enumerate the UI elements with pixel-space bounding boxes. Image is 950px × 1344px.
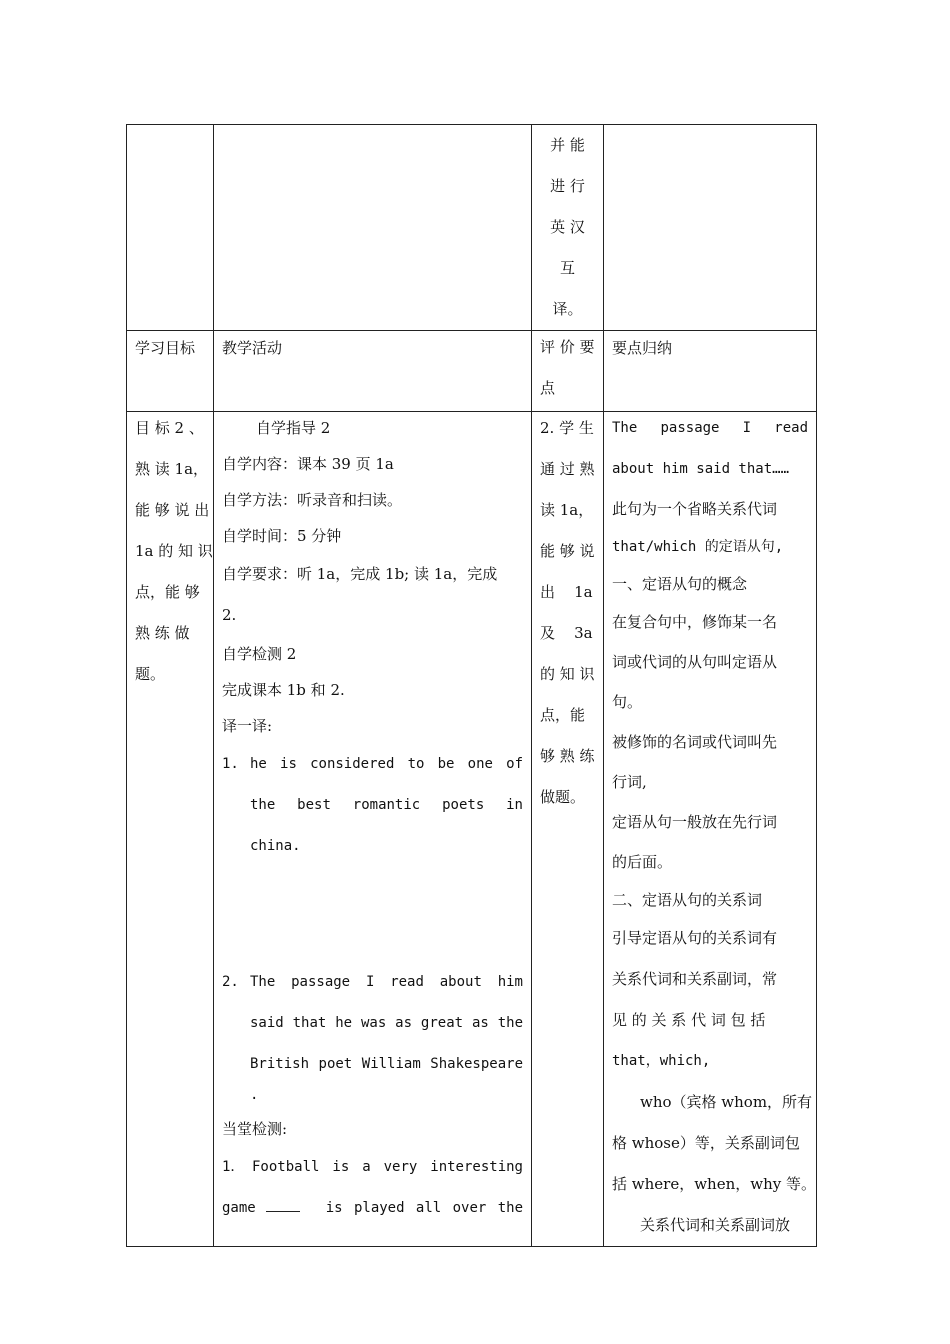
summary-p5-line-1: 引导定语从句的关系词有 [612, 929, 778, 947]
class-check-question-1 [222, 1147, 523, 1229]
header-evaluation [532, 331, 604, 412]
item-1-line-1: he is considered to be one of [250, 756, 523, 772]
cell-goal [127, 412, 214, 1247]
item-2-line-3: British poet William Shakespeare [250, 1056, 523, 1072]
activity-content: 自学内容：课本 39 页 1a [222, 455, 394, 473]
summary-p1-line-2: about him said that…… [612, 461, 790, 477]
table-row-continuation [127, 125, 817, 331]
evaluation-line-7: 的 知 识 [540, 665, 595, 683]
cell-top-activity [214, 125, 532, 331]
item-1-number: 1. [222, 756, 239, 772]
table-row-goal-2 [127, 412, 817, 1247]
eval-top-line-3: 英 汉 [550, 218, 585, 236]
item-2-number: 2. [222, 974, 239, 990]
item-2-line-4: . [250, 1087, 259, 1103]
summary-p6-line-1: who（宾格 whom，所有 [640, 1093, 813, 1111]
summary-p1-line-1: The passage I read [612, 420, 808, 436]
summary-p6-line-2: 格 whose）等，关系副词包 [612, 1134, 800, 1152]
activity-class-check: 当堂检测: [222, 1120, 288, 1138]
translate-item-2 [222, 962, 523, 1105]
goal-line-3: 能 够 说 出 [135, 501, 210, 519]
cell-activity [214, 412, 532, 1247]
activity-time: 自学时间：5 分钟 [222, 527, 342, 545]
activity-requirement-line-1: 自学要求：听 1a，完成 1b; 读 1a，完成 [222, 565, 498, 583]
header-activity-label: 教学活动 [222, 339, 283, 357]
header-summary-label: 要点归纳 [612, 339, 673, 357]
goal-line-4: 1a 的 知 识 [135, 542, 213, 560]
eval-top-line-2: 进 行 [550, 177, 585, 195]
cell-evaluation [532, 412, 604, 1247]
activity-check-title: 自学检测 2 [222, 645, 297, 663]
goal-line-5: 点，能 够 [135, 583, 200, 601]
item-2-line-2: said that he was as great as the [250, 1015, 523, 1031]
evaluation-line-8: 点，能 [540, 706, 586, 724]
summary-p4-line-2: 的后面。 [612, 853, 673, 871]
evaluation-line-3: 读 1a， [540, 501, 594, 519]
question-1-line-1: Football is a very interesting [252, 1159, 523, 1175]
summary-p5-line-4: that，which, [612, 1053, 711, 1069]
activity-method: 自学方法：听录音和扫读。 [222, 491, 403, 509]
summary-p6-line-3: 括 where，when，why 等。 [612, 1175, 816, 1193]
summary-p2-line-3: 句。 [612, 693, 643, 711]
translate-item-1 [222, 744, 523, 867]
cell-summary [604, 412, 817, 1247]
question-1-blank [266, 1197, 300, 1212]
activity-check-content: 完成课本 1b 和 2. [222, 681, 345, 699]
lesson-plan-table [126, 124, 817, 1247]
question-1-line-2-start: game [222, 1200, 256, 1216]
summary-p7-line-1: 关系代词和关系副词放 [640, 1216, 791, 1234]
evaluation-line-2: 通 过 熟 [540, 460, 595, 478]
evaluation-line-6: 及 3a [540, 624, 593, 642]
summary-p2-line-2: 词或代词的从句叫定语从 [612, 653, 778, 671]
eval-top-line-4: 互 [559, 259, 575, 277]
activity-title: 自学指导 2 [256, 419, 331, 437]
summary-p5-line-2: 关系代词和关系副词，常 [612, 970, 778, 988]
summary-p3-line-1: 被修饰的名词或代词叫先 [612, 733, 778, 751]
summary-heading-1: 一、定语从句的概念 [612, 575, 748, 593]
item-2-line-1: The passage I read about him [250, 974, 523, 990]
evaluation-line-10: 做题。 [540, 788, 586, 806]
summary-p1-line-4: that/which 的定语从句, [612, 539, 784, 555]
question-1-line-2-end: is played all over the [325, 1200, 523, 1216]
summary-p3-line-2: 行词, [612, 773, 647, 791]
table-header-row [127, 331, 817, 412]
summary-p1-line-3: 此句为一个省略关系代词 [612, 500, 778, 518]
cell-top-summary [604, 125, 817, 331]
item-1-line-3: china. [250, 838, 301, 854]
cell-top-goal [127, 125, 214, 331]
evaluation-line-5: 出 1a [540, 583, 593, 601]
summary-p4-line-1: 定语从句一般放在先行词 [612, 813, 778, 831]
header-goal [127, 331, 214, 412]
evaluation-line-4: 能 够 说 [540, 542, 595, 560]
activity-translate-title: 译一译: [222, 717, 273, 735]
goal-line-6: 熟 练 做 [135, 624, 190, 642]
evaluation-line-1: 2. 学 生 [540, 419, 594, 437]
header-activity [214, 331, 532, 412]
header-evaluation-label-1: 评 价 要 [540, 338, 595, 356]
item-1-line-2: the best romantic poets in [250, 797, 523, 813]
activity-requirement-line-2: 2. [222, 606, 237, 624]
goal-line-7: 题。 [135, 665, 166, 683]
cell-top-evaluation [532, 125, 604, 331]
header-evaluation-label-2: 点 [540, 379, 556, 397]
evaluation-line-9: 够 熟 练 [540, 747, 595, 765]
goal-line-2: 熟 读 1a， [135, 460, 209, 478]
header-summary [604, 331, 817, 412]
goal-line-1: 目 标 2 、 [135, 419, 204, 437]
summary-heading-2: 二、定语从句的关系词 [612, 891, 763, 909]
summary-p5-line-3: 见 的 关 系 代 词 包 括 [612, 1011, 766, 1029]
summary-p2-line-1: 在复合句中，修饰某一名 [612, 613, 778, 631]
eval-top-line-5: 译。 [552, 300, 583, 318]
eval-top-line-1: 并 能 [550, 136, 585, 154]
question-1-number: 1． [222, 1159, 245, 1175]
header-goal-label: 学习目标 [135, 339, 196, 357]
